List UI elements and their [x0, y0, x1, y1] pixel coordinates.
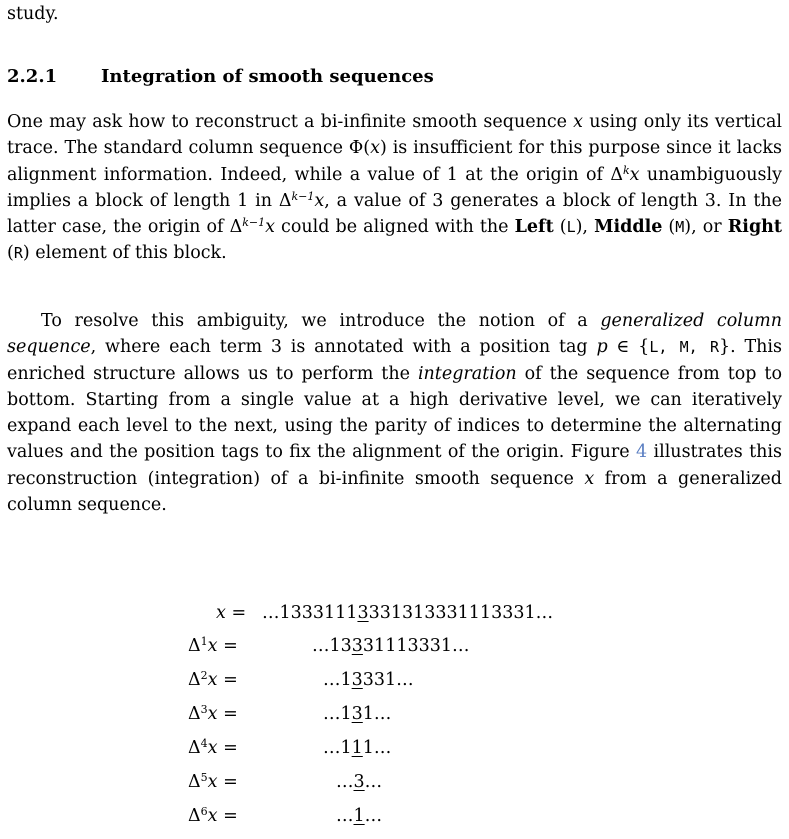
equation-row [0, 698, 789, 731]
math-var: x [370, 138, 380, 159]
paragraph-1: One may ask how to reconstruct a bi-infinite smooth sequence x using only its vertical trace. The standard column sequence Φ(x) is insufficient for this purpose since it lacks alignment information. Indeed, while a value of 1 at the origin of $\Delta^kx$ unambiguously implies a block of length 1 in $\Delta^{k-1}x$, a value of 3 generates a block of length 3. In the latter case, the origin of $\Delta^{k-1}x$ could be aligned with the Left (L), Middle (M), or Right (R) element of this block. [7, 112, 782, 264]
origin-digit: 1 [351, 738, 363, 758]
equation-lhs: $\Delta^1x$ = [188, 634, 238, 656]
text-run: of the sequence from top to bottom. Starting from a single value at a high derivative level, we can iteratively expand each level to the next, using the parity of indices to determine the alternating values and the position tags to fix the alignment of the origin. Figure [7, 363, 782, 463]
math-var: x [265, 217, 275, 238]
text-run: , where each term 3 is annotated with a position tag [90, 337, 597, 358]
equation-rhs: …13331113331313331113331… [262, 603, 554, 623]
defined-term: generalized column sequence [7, 311, 783, 358]
equation-rhs: …13331… [323, 670, 414, 690]
bold-middle: Middle [594, 217, 663, 238]
math-sup: k [622, 163, 630, 177]
text-run: One may ask how to reconstruct a bi-infinite smooth sequence [7, 112, 574, 132]
section-heading [7, 66, 434, 87]
origin-digit: 3 [351, 636, 363, 656]
text-run: , a value of 3 generates a block of length 3. In the latter case, the origin of Δ [7, 190, 782, 238]
equation-row [0, 732, 789, 765]
text-run: ) is insufficient for this purpose since it lacks alignment information. Indeed, while a value of 1 at the origin of Δ [7, 138, 782, 185]
math-sup: k−1 [291, 189, 315, 203]
tag-L: L [566, 218, 576, 237]
text-run: from a generalized column sequence. [7, 468, 782, 516]
math-var: p [596, 337, 608, 358]
equation-lhs: $\Delta^5x$ = [188, 770, 238, 792]
equation-row [0, 800, 789, 833]
bold-right: Right [727, 217, 782, 238]
tag-R: R [13, 244, 23, 263]
text-run: ∈ { [607, 337, 650, 358]
math-var: x [314, 190, 325, 211]
origin-digit: 3 [357, 603, 369, 623]
math-var: x [629, 164, 640, 185]
equation-row [0, 630, 789, 663]
text-run: using only its vertical trace. The standard column sequence Φ( [7, 112, 782, 159]
emphasis-integration: integration [417, 363, 517, 384]
equation-lhs: $\Delta^2x$ = [188, 668, 238, 690]
tag-set: L, M, R [649, 338, 719, 357]
continued-text: study. [7, 4, 59, 24]
equation-lhs: $\Delta^3x$ = [188, 702, 238, 724]
origin-digit: 3 [351, 670, 363, 690]
equation-rhs: …131… [323, 704, 392, 724]
equation-row [0, 597, 789, 630]
section-number: 2.2.1 [7, 66, 58, 87]
equation-lhs: $\Delta^6x$ = [188, 804, 238, 826]
text-run: element of this block. [29, 243, 227, 264]
origin-digit: 3 [351, 704, 363, 724]
equation-rhs: …13331113331… [312, 636, 470, 656]
paragraph-2 [7, 308, 782, 518]
text-run: To resolve this ambiguity, we introduce the notion of a [41, 311, 601, 331]
text-run: could be aligned with the [274, 217, 515, 238]
equation-lhs: $\Delta^4x$ = [188, 736, 238, 758]
text-run: illustrates this reconstruction (integration) of a bi-infinite smooth sequence [7, 442, 782, 489]
text-run: }. This enriched structure allows us to perform the [7, 337, 783, 384]
bold-left: Left [514, 217, 554, 238]
math-var: x [584, 468, 595, 489]
figure-reference-link[interactable]: 4 [636, 442, 648, 463]
equation-rhs: …1… [336, 806, 383, 826]
tag-M: M [675, 218, 685, 237]
section-title: Integration of smooth sequences [101, 66, 434, 87]
equation-row [0, 766, 789, 799]
math-var: x [573, 112, 584, 132]
equation-rhs: …3… [336, 772, 383, 792]
origin-digit: 3 [353, 772, 365, 792]
equation-lhs: x = [216, 603, 247, 623]
equation-row [0, 664, 789, 697]
math-sup: k−1 [242, 216, 266, 230]
origin-digit: 1 [353, 806, 365, 826]
text-run: unambiguously implies a block of length 1 in Δ [7, 164, 782, 211]
equation-rhs: …111… [323, 738, 392, 758]
